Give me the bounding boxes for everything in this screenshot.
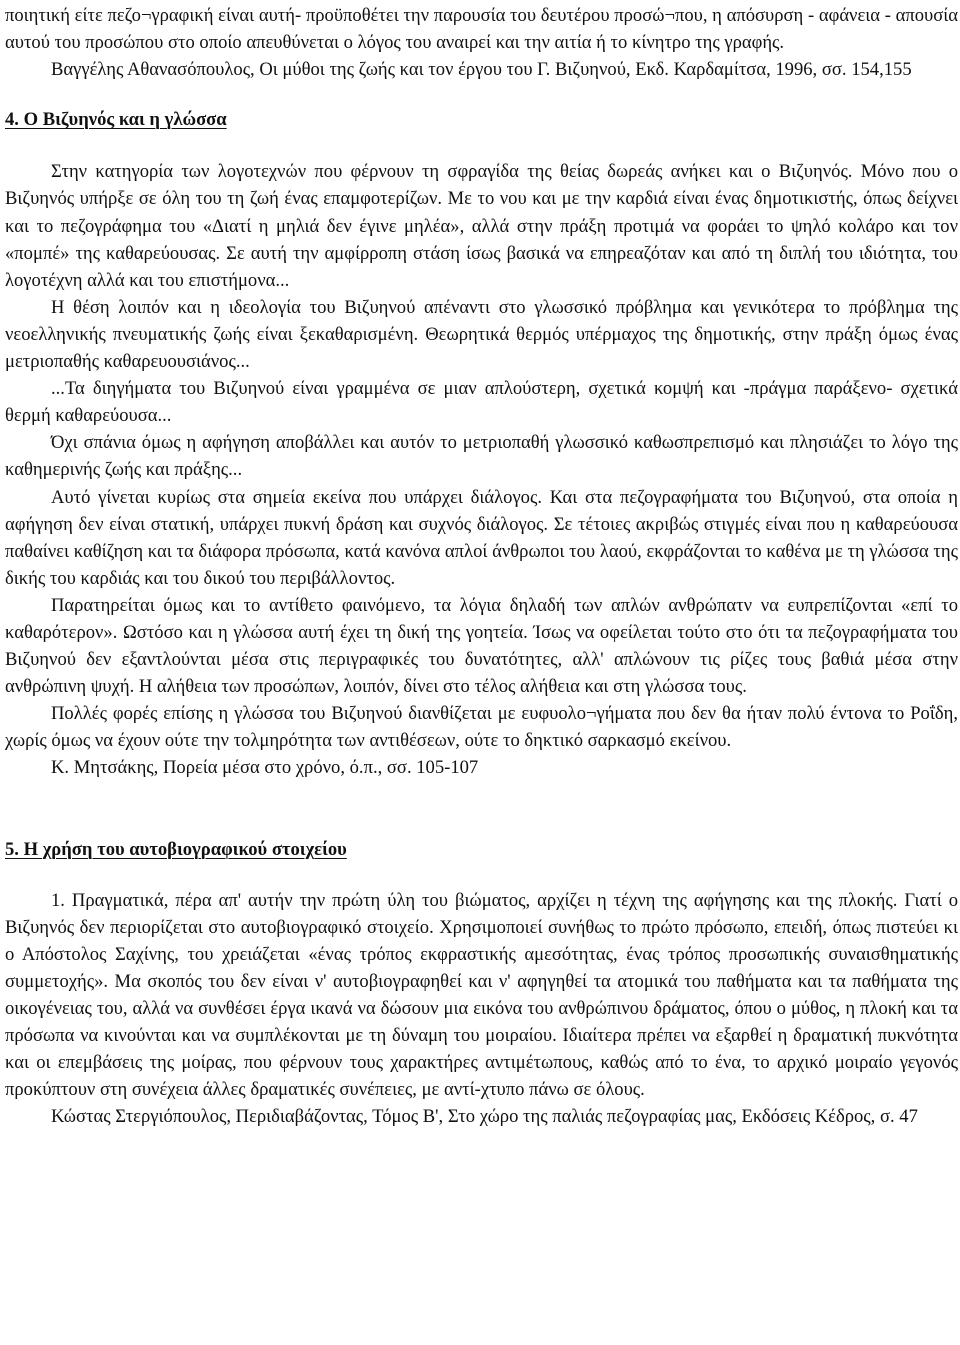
- section-4-paragraph-3: ...Τα διηγήματα του Βιζυηνού είναι γραμμένα σε μιαν απλούστερη, σχετικά κομψή και -πράγμα παράξενο- σχετικά θερμή καθαρεύουσα...: [5, 378, 958, 427]
- section-5-paragraph: 1. Πραγματικά, πέρα απ' αυτήν την πρώτη ύλη του βιώματος, αρχίζει η τέχνη της αφήγησης και της πλοκής. Γιατί ο Βιζυηνός δεν περιορίζεται στο αυτοβιογραφικό στοιχείο. Χρησιμοποιεί συνήθως το πρώτο πρόσωπο, επειδή, όπως πιστεύει κι ο Απόστολος Σαχίνης, του χρειάζεται «ένας τρόπος εκφραστικής αμεσότητας, ένας τρόπος προσωπικής συναισθηματικής συμμετοχής». Μα σκοπός του δεν είναι ν' αυτοβιογραφηθεί και ν' αφηγηθεί τα ατομικά του παθήματα και τα παθήματα της οικογένειας του, αλλά να συνθέσει έργα ικανά να δώσουν μια εικόνα του ανθρώπινου δράματος, όπου ο μύθος, η πλοκή και τα πρόσωπα να κινούνται και να συμπλέκονται με τη δύναμη του μοιραίου. Ιδιαίτερα πρέπει να εξαρθεί η δραματική πυκνότητα και οι επεμβάσεις της μοίρας, που φέρνουν τους χαρακτήρες αντιμέτωπους, καθώς από το ένα, το αρχικό μοιραίο γεγονός προκύπτουν στη συνέχεια άλλες δραματικές συνέπειες, με αντί-χτυπο πάνω σε όλους.: [5, 889, 958, 1101]
- section-4-heading: 4. Ο Βιζυηνός και η γλώσσα: [5, 109, 227, 131]
- document-page: [5, 2, 958, 1130]
- section-4-citation: Κ. Μητσάκης, Πορεία μέσα στο χρόνο, ό.π., σσ. 105-107: [51, 757, 479, 779]
- section-4-paragraph-7: Πολλές φορές επίσης η γλώσσα του Βιζυηνού διανθίζεται με ευφυολο¬γήματα που δεν θα ήταν πολύ έντονα το Ροΐδη, χωρίς όμως να έχουν ούτε την τολμηρότητα των αντιθέσεων, ούτε το δηκτικό σαρκασμό εκείνου.: [5, 703, 958, 752]
- section-4-paragraph-4: Όχι σπάνια όμως η αφήγηση αποβάλλει και αυτόν το μετριοπαθή γλωσσικό καθωσπρεπισμό και πλησιάζει το λόγο της καθημερινής ζωής και πράξης...: [5, 432, 958, 481]
- section-4-paragraph-5: Αυτό γίνεται κυρίως στα σημεία εκείνα που υπάρχει διάλογος. Και στα πεζογραφήματα του Βιζυηνού, στα οποία η αφήγηση δεν είναι στατική, υπάρχει πυκνή δράση και συχνός διάλογος. Σε τέτοιες ακριβώς στιγμές είναι που η καθαρεύουσα παθαίνει καθίζηση και τα διάφορα πρόσωπα, κατά κανόνα απλοί άνθρωποι του λαού, εκφράζονται το καθένα με τη γλώσσα της δικής του καρδιάς και του δικού του περιβάλλοντος.: [5, 486, 958, 589]
- section-4-paragraph-6: Παρατηρείται όμως και το αντίθετο φαινόμενο, τα λόγια δηλαδή των απλών ανθρώπατν να ευπρεπίζονται «επί το καθαρότερον». Ωστόσο και η γλώσσα αυτή έχει τη δική της γοητεία. Ίσως να οφείλεται τούτο στο ότι τα πεζογραφήματα του Βιζυηνού δεν εξαντλούνται μέσα στις περιγραφικές του δυνατότητες, αλλ' απλώνουν τις ρίζες τους βαθιά μέσα στην ανθρώπινη ψυχή. Η αλήθεια των προσώπων, λοιπόν, δίνει στο τέλος αλήθεια και στη γλώσσα τους.: [5, 594, 958, 698]
- section-4-paragraph-2: Η θέση λοιπόν και η ιδεολογία του Βιζυηνού απέναντι στο γλωσσικό πρόβλημα και γενικότερα το πρόβλημα της νεοελληνικής πνευματικής ζωής είναι ξεκαθαρισμένη. Θεωρητικά θερμός υπέρμαχος της δημοτικής, στην πράξη όμως ένας μετριοπαθής καθαρευουσιάνος...: [5, 296, 958, 373]
- section-4-paragraph-1: Στην κατηγορία των λογοτεχνών που φέρνουν τη σφραγίδα της θείας δωρεάς ανήκει και ο Βιζυηνός. Μόνο που ο Βιζυηνός υπήρξε σε όλη του τη ζωή ένας επαμφοτερίζων. Με το νου και με την καρδιά είναι ένας δημοτικιστής, όπως δείχνει και το πεζογράφημα του «Διατί η μηλιά δεν έγινε μηλέα», αλλά στην πράξη προτιμά να φοράει το ψηλό κολάρο και τον «πομπέ» της καθαρεύουσας. Σε αυτή την αμφίρροπη στάση ίσως βασικά να επηρεαζόταν και από τη διπλή του ιδιότητα, του λογοτέχνη αλλά και του επιστήμονα...: [5, 161, 958, 291]
- section-5-citation: Κώστας Στεργιόπουλος, Περιδιαβάζοντας, Τόμος Β', Στο χώρο της παλιάς πεζογραφίας μας, Εκδόσεις Κέδρος, σ. 47: [51, 1106, 918, 1128]
- section-5-heading: 5. Η χρήση του αυτοβιογραφικού στοιχείου: [5, 838, 347, 860]
- intro-paragraph: ποιητική είτε πεζο¬γραφική είναι αυτή- προϋποθέτει την παρουσία του δευτέρου προσώ¬που, η απόσυρση - αφάνεια - απουσία αυτού του προσώπου στο οποίο απευθύνεται ο λόγος του αναιρεί και την αιτία ή το κίνητρο της γραφής.: [5, 5, 958, 54]
- intro-citation: Βαγγέλης Αθανασόπουλος, Οι μύθοι της ζωής και τον έργου του Γ. Βιζυηνού, Εκδ. Καρδαμίτσα, 1996, σσ. 154,155: [51, 59, 912, 81]
